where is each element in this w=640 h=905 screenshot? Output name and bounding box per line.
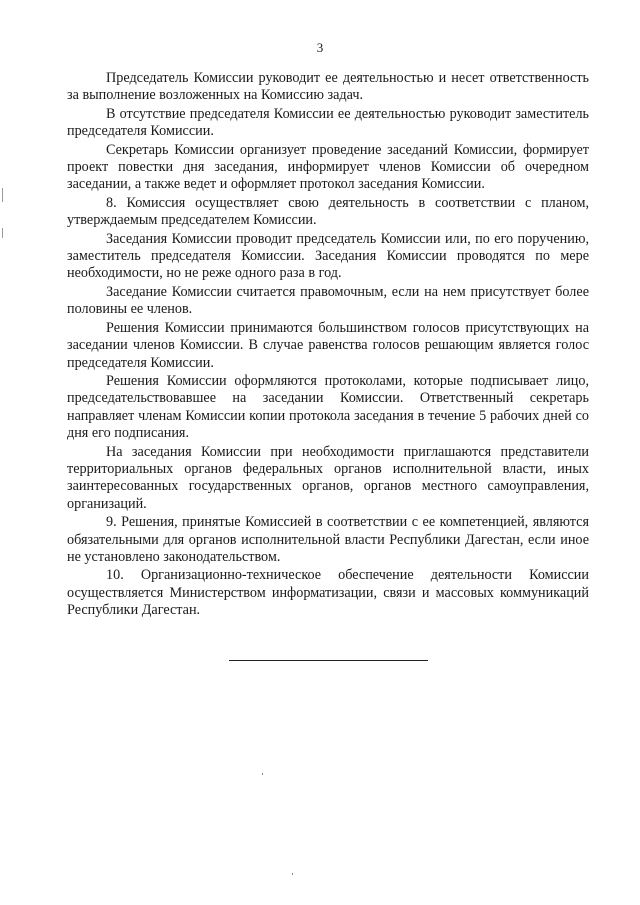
paragraph: На заседания Комиссии при необходимости приглашаются представители территориальных органов федеральных органов исполнительной власти, иных заинтересованных государственных органов, органов местного самоуправления, организаций. [67, 443, 589, 512]
scan-speck [292, 873, 293, 875]
paragraph: 9. Решения, принятые Комиссией в соответствии с ее компетенцией, являются обязательными для органов исполнительной власти Республики Дагестан, если иное не установлено законодательством. [67, 514, 589, 565]
page-number: 3 [316, 40, 324, 55]
paragraph: В отсутствие председателя Комиссии ее деятельностью руководит заместитель председателя Комиссии. [67, 105, 589, 140]
closing-separator-line [229, 660, 428, 661]
paragraph: Заседания Комиссии проводит председатель Комиссии или, по его поручению, заместитель председателя Комиссии. Заседания Комиссии проводятся по мере необходимости, но не реже одного раза в год. [67, 230, 589, 282]
scan-speck [262, 773, 263, 775]
paragraph: Решения Комиссии принимаются большинством голосов присутствующих на заседании членов Комиссии. В случае равенства голосов решающим является голос председателя Комиссии. [67, 319, 589, 371]
paragraph: Председатель Комиссии руководит ее деятельностью и несет ответственность за выполнение возложенных на Комиссию задач. [67, 70, 589, 104]
paragraph: 8. Комиссия осуществляет свою деятельность в соответствии с планом, утверждаемым председателем Комиссии. [67, 194, 589, 229]
document-body [67, 70, 589, 620]
scan-edge-mark [2, 228, 3, 238]
paragraph: Заседание Комиссии считается правомочным, если на нем присутствует более половины ее членов. [67, 283, 589, 318]
scan-edge-mark [2, 188, 3, 202]
paragraph: 10. Организационно-техническое обеспечение деятельности Комиссии осуществляется Министерством информатизации, связи и массовых коммуникаций Республики Дагестан. [67, 567, 589, 619]
paragraph: Решения Комиссии оформляются протоколами, которые подписывает лицо, председательствовавшее на заседании Комиссии. Ответственный секретарь направляет членам Комиссии копии протокола заседания в течение 5 рабочих дней со дня его подписания. [67, 372, 589, 442]
paragraph: Секретарь Комиссии организует проведение заседаний Комиссии, формирует проект повестки дня заседания, информирует членов Комиссии об очередном заседании, а также ведет и оформляет протокол заседания Комиссии. [67, 141, 589, 193]
